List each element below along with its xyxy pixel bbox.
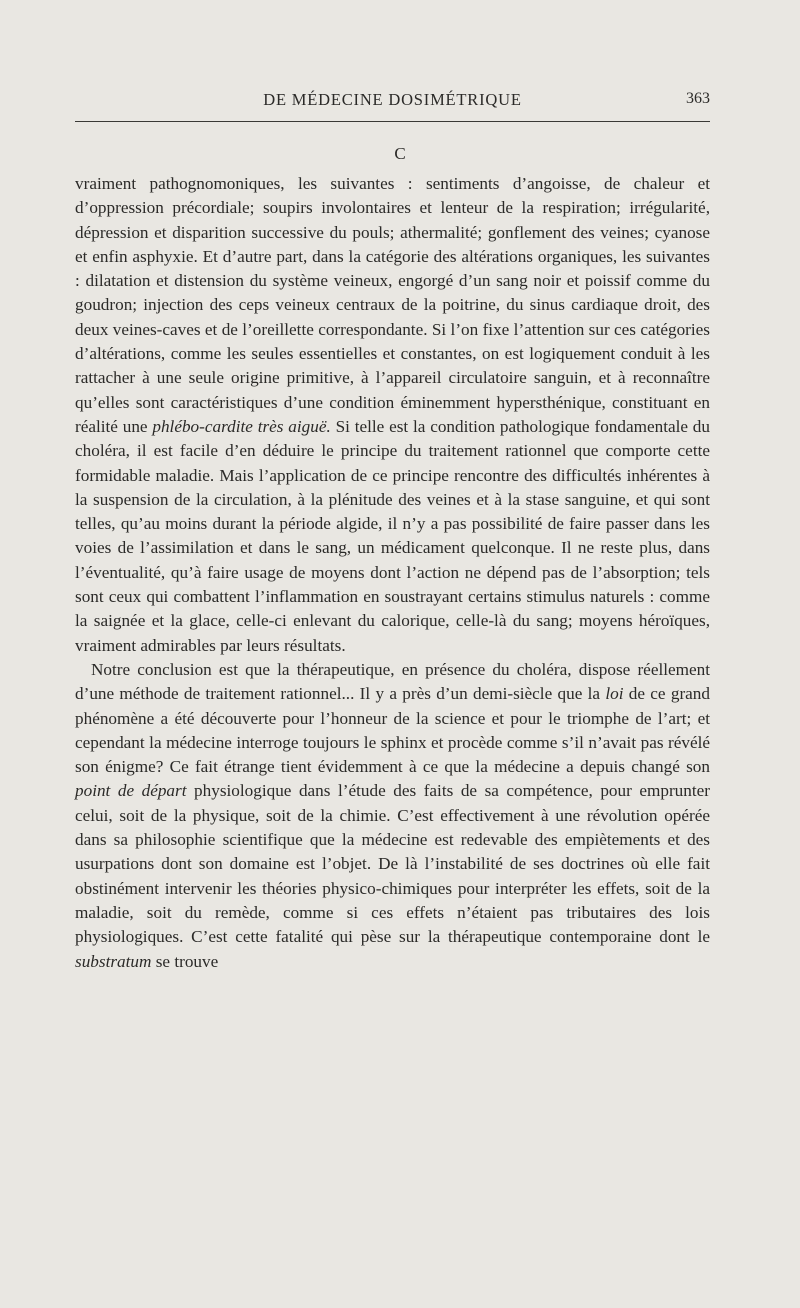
- italic-term: phlébo-cardite très aiguë.: [152, 416, 331, 436]
- text-run: Si telle est la condition pathologique fondamentale du choléra, il est facile d’en déduire le principe du traitement rationnel que comporte cette formidable maladie. Mais l’application de ce principe rencontre des difficultés inhérentes à la suspension de la circulation, à la plénitude des veines et à la stase sanguine, et qui sont telles, qu’au moins durant la période algide, il n’y a pas possibilité de faire passer dans les voies de l’assimilation et dans le sang, un médicament quelconque. Il ne reste plus, dans l’éventualité, qu’à faire usage de moyens dont l’action ne dépend pas de l’absorption; tels sont ceux qui combattent l’inflammation en soustrayant certains stimulus naturels : comme la saignée et la glace, celle-ci enlevant du calorique, celle-là du sang; moyens héroïques, vraiment admirables par leurs résultats.: [75, 416, 710, 655]
- signature-mark: C: [394, 144, 406, 163]
- italic-term: point de départ: [75, 781, 187, 801]
- italic-term: substratum: [75, 951, 152, 971]
- text-run: physiologique dans l’étude des faits de sa compétence, pour emprunter celui, soit de la physique, soit de la chimie. C’est effectivement à une révolution opérée dans sa philosophie scientifique que la médecine est redevable des empiètements et des usurpations dont son domaine est l’objet. De là l’instabilité de ses doctrines où elle fait obstinément intervenir les théories physico-chimiques pour interpréter les effets, soit de la maladie, soit du remède, comme si ces effets n’étaient pas tributaires des lois physiologiques. C’est cette fatalité qui pèse sur la thérapeutique contemporaine dont le: [75, 781, 710, 947]
- text-run: se trouve: [151, 951, 219, 971]
- text-run: vraiment pathognomoniques, les suivantes : sentiments d’angoisse, de chaleur et d’oppression précordiale; soupirs involontaires et lenteur de la respiration; irrégularité, dépression et disparition successive du pouls; athermalité; gonflement des veines; cyanose et enfin asphyxie. Et d’autre part, dans la catégorie des altérations organiques, les suivantes : dilatation et distension du système veineux, engorgé d’un sang noir et poissif comme du goudron; injection des ceps veineux centraux de la poitrine, du sinus cardiaque droit, des deux veines-caves et de l’oreillette correspondante. Si l’on fixe l’attention sur ces catégories d’altérations, comme les seules essentielles et constantes, on est logiquement conduit à les rattacher à une seule origine primitive, à l’appareil circulatoire sanguin, et à reconnaître qu’elles sont caractéristiques d’une condition éminemment hypersthénique, constituant en réalité une: [75, 174, 710, 436]
- running-head: [75, 90, 710, 110]
- running-title: DE MÉDECINE DOSIMÉTRIQUE: [263, 90, 522, 109]
- paragraph: [75, 172, 710, 658]
- text-run: de ce grand phénomène a été découverte pour l’honneur de la science et pour le triomphe de l’art; et cependant la médecine interroge toujours le sphinx et procède comme s’il n’avait pas révélé son énigme? Ce fait étrange tient évidemment à ce que la médecine a depuis changé son: [75, 684, 710, 777]
- body-text: [75, 172, 710, 974]
- paragraph: [75, 658, 710, 974]
- text-run: Notre conclusion est que la thérapeutique, en présence du choléra, dispose réellement d’une méthode de traitement rationnel... Il y a près d’un demi-siècle que la: [75, 659, 710, 704]
- header-rule: [75, 121, 710, 122]
- italic-term: loi: [605, 684, 624, 704]
- page-number: 363: [686, 90, 710, 107]
